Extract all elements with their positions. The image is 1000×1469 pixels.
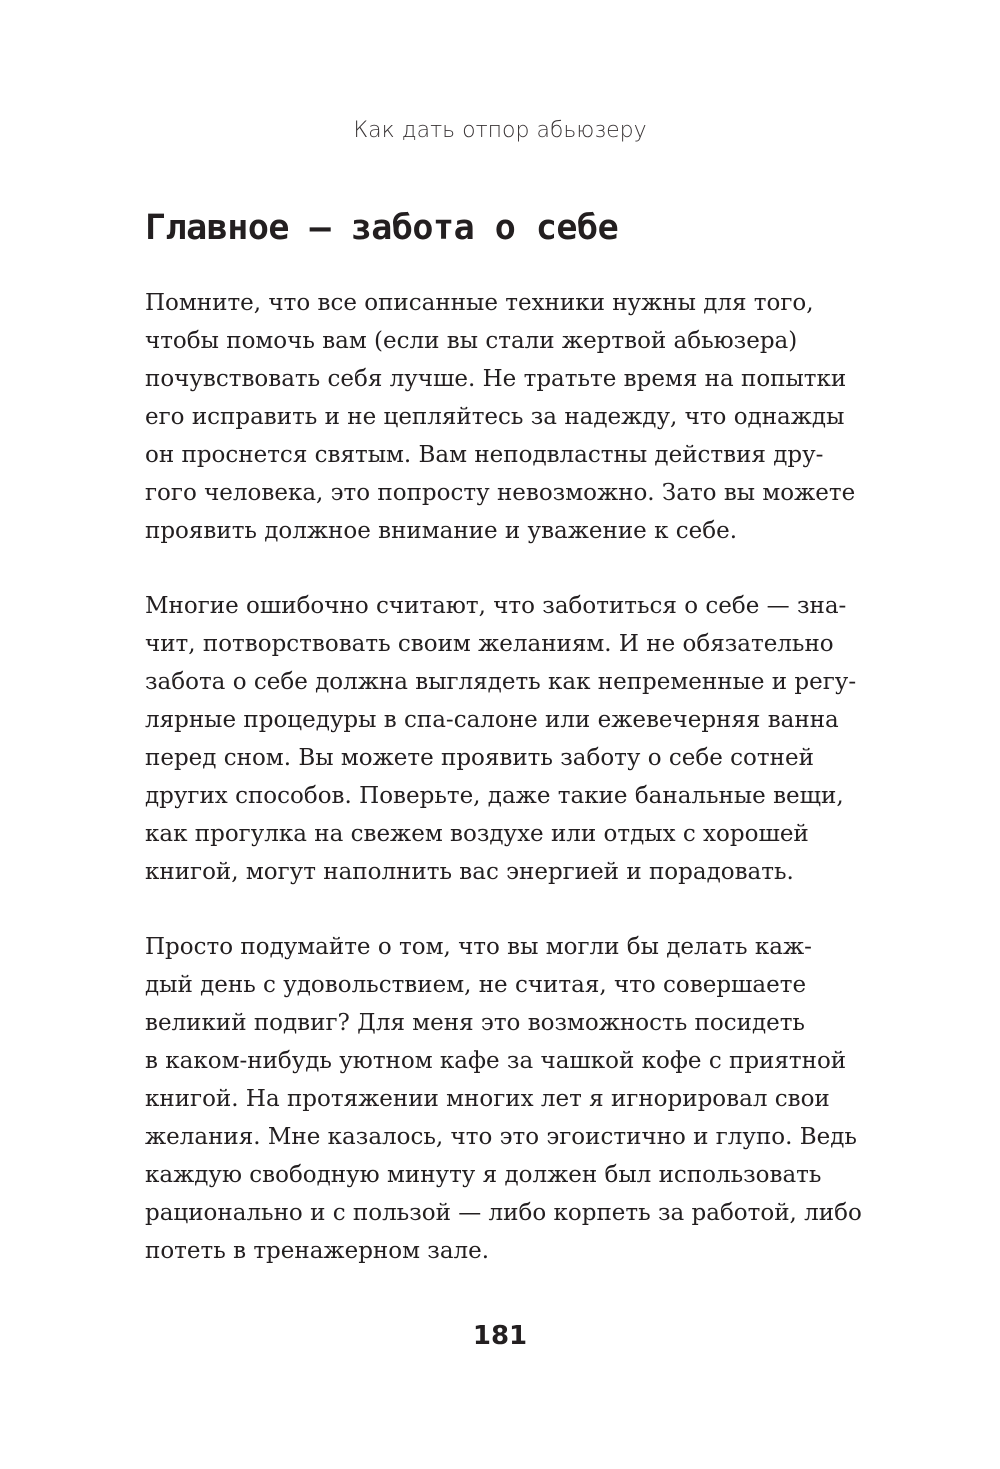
text-line: он проснется святым. Вам неподвластны действия дру- [145, 442, 824, 468]
text-line: лярные процедуры в спа-салоне или ежевечерняя ванна [145, 707, 839, 733]
text-line: дый день с удовольствием, не считая, что совершаете [145, 972, 807, 998]
text-line: каждую свободную минуту я должен был использовать [145, 1162, 822, 1188]
text-line: почувствовать себя лучше. Не тратьте время на попытки [145, 366, 847, 392]
text-line: чит, потворствовать своим желаниям. И не обязательно [145, 631, 834, 657]
text-line: проявить должное внимание и уважение к себе. [145, 518, 738, 544]
text-line: перед сном. Вы можете проявить заботу о себе сотней [145, 745, 814, 771]
text-line: рационально и с пользой — либо корпеть за работой, либо [145, 1200, 862, 1226]
text-line: чтобы помочь вам (если вы стали жертвой абьюзера) [145, 328, 798, 354]
text-line: книгой, могут наполнить вас энергией и порадовать. [145, 859, 794, 885]
text-line: гого человека, это попросту невозможно. Зато вы можете [145, 480, 856, 506]
page-number: 181 [472, 1321, 528, 1351]
text-line: других способов. Поверьте, даже такие банальные вещи, [145, 783, 844, 809]
paragraph-3 [145, 928, 862, 1270]
text-line: книгой. На протяжении многих лет я игнорировал свои [145, 1086, 830, 1112]
text-line: Помните, что все описанные техники нужны для того, [145, 290, 814, 316]
text-line: великий подвиг? Для меня это возможность посидеть [145, 1010, 805, 1036]
text-line: желания. Мне казалось, что это эгоистично и глупо. Ведь [145, 1124, 857, 1150]
paragraph-2 [145, 587, 859, 891]
text-line: Многие ошибочно считают, что заботиться о себе — зна- [145, 593, 847, 619]
text-line: Просто подумайте о том, что вы могли бы делать каж- [145, 934, 812, 960]
body-text [145, 284, 862, 1307]
text-line: потеть в тренажерном зале. [145, 1238, 490, 1264]
text-line: в каком-нибудь уютном кафе за чашкой кофе с приятной [145, 1048, 847, 1074]
paragraph-1 [145, 284, 859, 550]
text-line: забота о себе должна выглядеть как непременные и регу- [145, 669, 857, 695]
text-line: его исправить и не цепляйтесь за надежду, что однажды [145, 404, 845, 430]
chapter-title: Главное — забота о себе [145, 208, 619, 248]
text-line: как прогулка на свежем воздухе или отдых с хорошей [145, 821, 809, 847]
running-head: Как дать отпор абьюзеру [353, 118, 647, 143]
